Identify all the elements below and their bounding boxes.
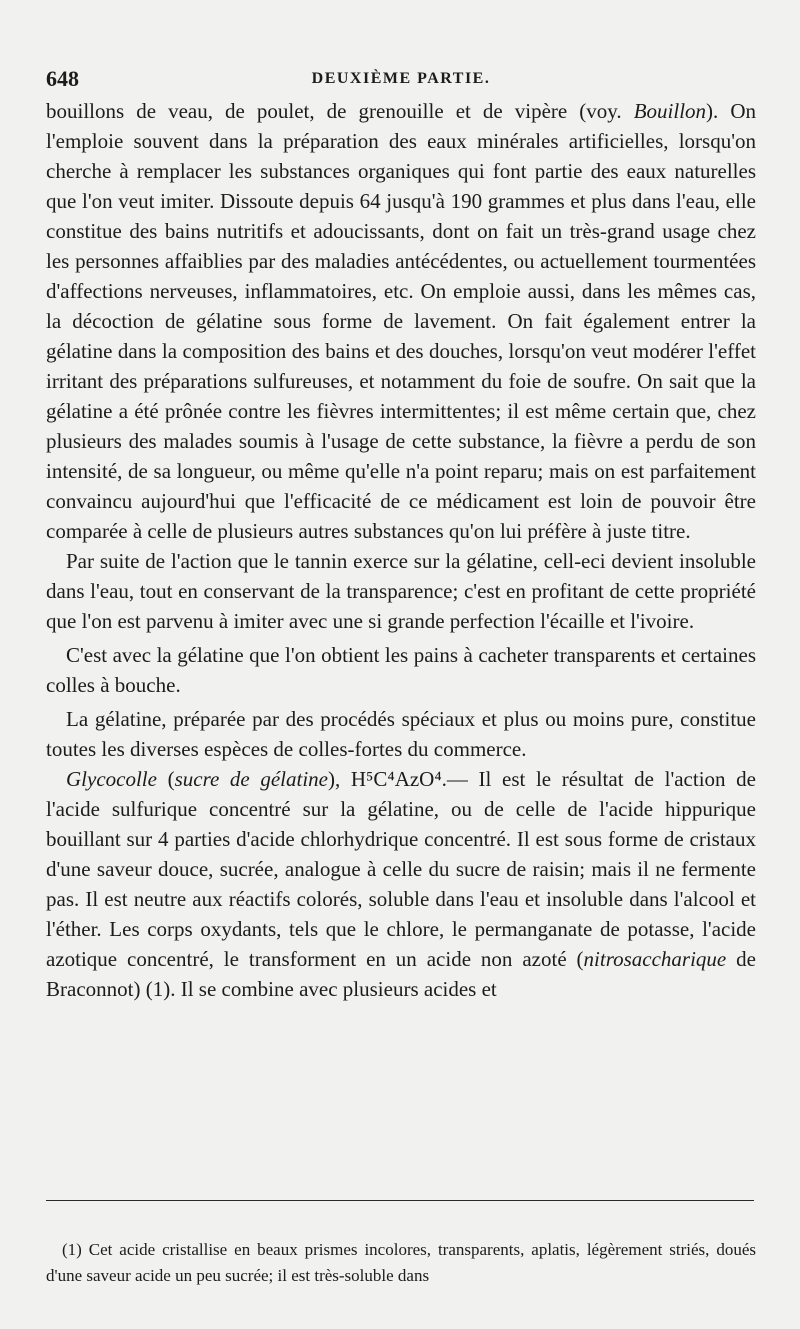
paragraph	[46, 96, 756, 546]
italic-segment: sucre de gélatine	[174, 767, 329, 791]
footnote-rule	[46, 1200, 754, 1201]
paragraph	[46, 546, 756, 636]
text-segment: C'est avec la gélatine que l'on obtient les pains à cacheter transparents et certaines colles à bouche.	[46, 643, 756, 697]
text-segment: La gélatine, préparée par des procédés spéciaux et plus ou moins pure, constitue toutes les diverses espèces de colles-fortes du commerce.	[46, 707, 756, 761]
text-segment: (	[156, 767, 175, 791]
paragraph	[46, 704, 756, 764]
text-segment: bouillons de veau, de poulet, de grenouille et de vipère (voy.	[46, 99, 634, 123]
italic-segment: nitrosaccharique	[583, 947, 727, 971]
text-segment: ), H⁵C⁴AzO⁴.— Il est le résultat de l'action de l'acide sulfurique concentré sur la gélatine, ou de celle de l'acide hippurique bouillant sur 4 parties d'acide chlorhydrique concentré. Il est sous forme de cristaux d'une saveur douce, sucrée, analogue à celle du sucre de raisin; mais il ne fermente pas. Il est neutre aux réactifs colorés, soluble dans l'eau et insoluble dans l'alcool et l'éther. Les corps oxydants, tels que le chlore, le permanganate de potasse, l'acide azotique concentré, le transforment en un acide non azoté (	[46, 767, 756, 971]
page-number: 648	[46, 66, 79, 91]
body-text	[46, 96, 756, 1004]
italic-segment: Bouillon	[633, 99, 707, 123]
running-title: DEUXIÈME PARTIE.	[311, 70, 491, 87]
footnote	[46, 1237, 756, 1289]
footnote-text: (1) Cet acide cristallise en beaux prismes incolores, transparents, aplatis, légèrement striés, doués d'une saveur acide un peu sucrée; il est très-soluble dans	[46, 1240, 756, 1285]
paragraph	[46, 640, 756, 700]
text-segment: de Braconnot) (1). Il se combine avec plusieurs acides et	[46, 947, 756, 1001]
text-segment: Par suite de l'action que le tannin exerce sur la gélatine, cell-eci devient insoluble dans l'eau, tout en conservant de la transparence; c'est en profitant de cette propriété que l'on est parvenu à imiter avec une si grande perfection l'écaille et l'ivoire.	[46, 549, 756, 633]
running-head	[46, 64, 756, 94]
text-segment: ). On l'emploie souvent dans la préparation des eaux minérales artificielles, lorsqu'on cherche à remplacer les substances organiques qui font partie des eaux naturelles que l'on veut imiter. Dissoute depuis 64 jusqu'à 190 grammes et plus dans l'eau, elle constitue des bains nutritifs et adoucissants, dont on fait un très-grand usage chez les personnes affaiblies par des maladies antécédentes, ou actuellement tourmentées d'affections nerveuses, inflammatoires, etc. On emploie aussi, dans les mêmes cas, la décoction de gélatine sous forme de lavement. On fait également entrer la gélatine dans la composition des bains et des douches, lorsqu'on veut modérer l'effet irritant des préparations sulfureuses, et notamment du foie de soufre. On sait que la gélatine a été prônée contre les fièvres intermittentes; il est même certain que, chez plusieurs des malades soumis à l'usage de cette substance, la fièvre a perdu de son intensité, de sa longueur, ou même qu'elle n'a point reparu; mais on est parfaitement convaincu aujourd'hui que l'efficacité de ce médicament est loin de pouvoir être comparée à celle de plusieurs autres substances qu'on lui préfère à juste titre.	[46, 99, 756, 543]
italic-segment: Glycocolle	[66, 767, 157, 791]
paragraph	[46, 764, 756, 1004]
